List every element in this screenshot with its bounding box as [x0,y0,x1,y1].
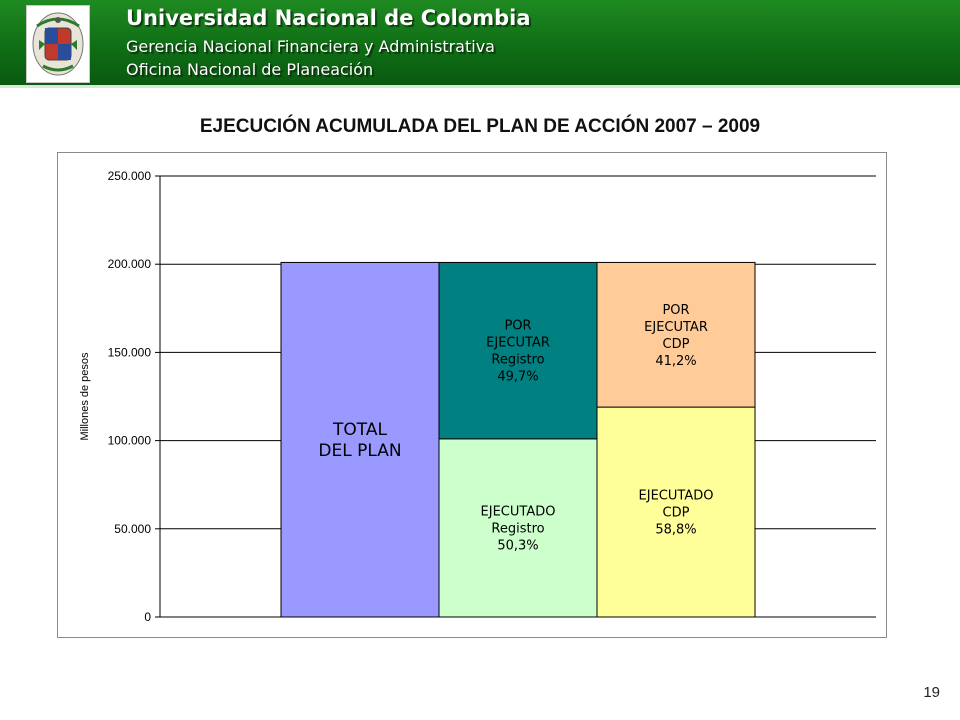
chart-title: EJECUCIÓN ACUMULADA DEL PLAN DE ACCIÓN 2007 – 2009 [199,116,761,137]
data-label: EJECUTADO [480,504,556,520]
page-number: 19 [923,684,940,701]
data-label: 49,7% [497,369,539,385]
data-label: EJECUTAR [644,319,708,335]
data-label: TOTAL [333,420,387,441]
y-tick-label: 50.000 [114,521,151,536]
stacked-bar-chart [58,153,886,637]
university-name: Universidad Nacional de Colombia [126,6,531,30]
department-name: Gerencia Nacional Financiera y Administrativa [126,37,495,56]
header-banner [0,0,960,88]
y-tick-label: 100.000 [107,433,151,448]
data-label: 41,2% [655,353,697,369]
university-crest-logo [26,5,90,83]
data-label: CDP [662,505,690,521]
y-axis-label: Millones de pesos [79,352,91,441]
data-label: CDP [662,336,690,352]
y-tick-label: 200.000 [107,257,151,272]
data-label: Registro [491,352,545,368]
data-label: EJECUTAR [486,335,550,351]
data-label: EJECUTADO [638,488,714,504]
data-label: 50,3% [497,538,539,554]
y-tick-label: 250.000 [107,169,151,183]
office-name: Oficina Nacional de Planeación [126,60,374,79]
chart-area [57,152,887,638]
data-label: Registro [491,521,545,537]
crest-icon [31,10,85,78]
data-label: DEL PLAN [318,441,402,462]
y-tick-label: 150.000 [107,345,151,360]
data-label: POR [504,318,532,334]
data-label: POR [662,302,690,318]
y-tick-label: 0 [144,610,151,624]
data-label: 58,8% [655,522,697,538]
